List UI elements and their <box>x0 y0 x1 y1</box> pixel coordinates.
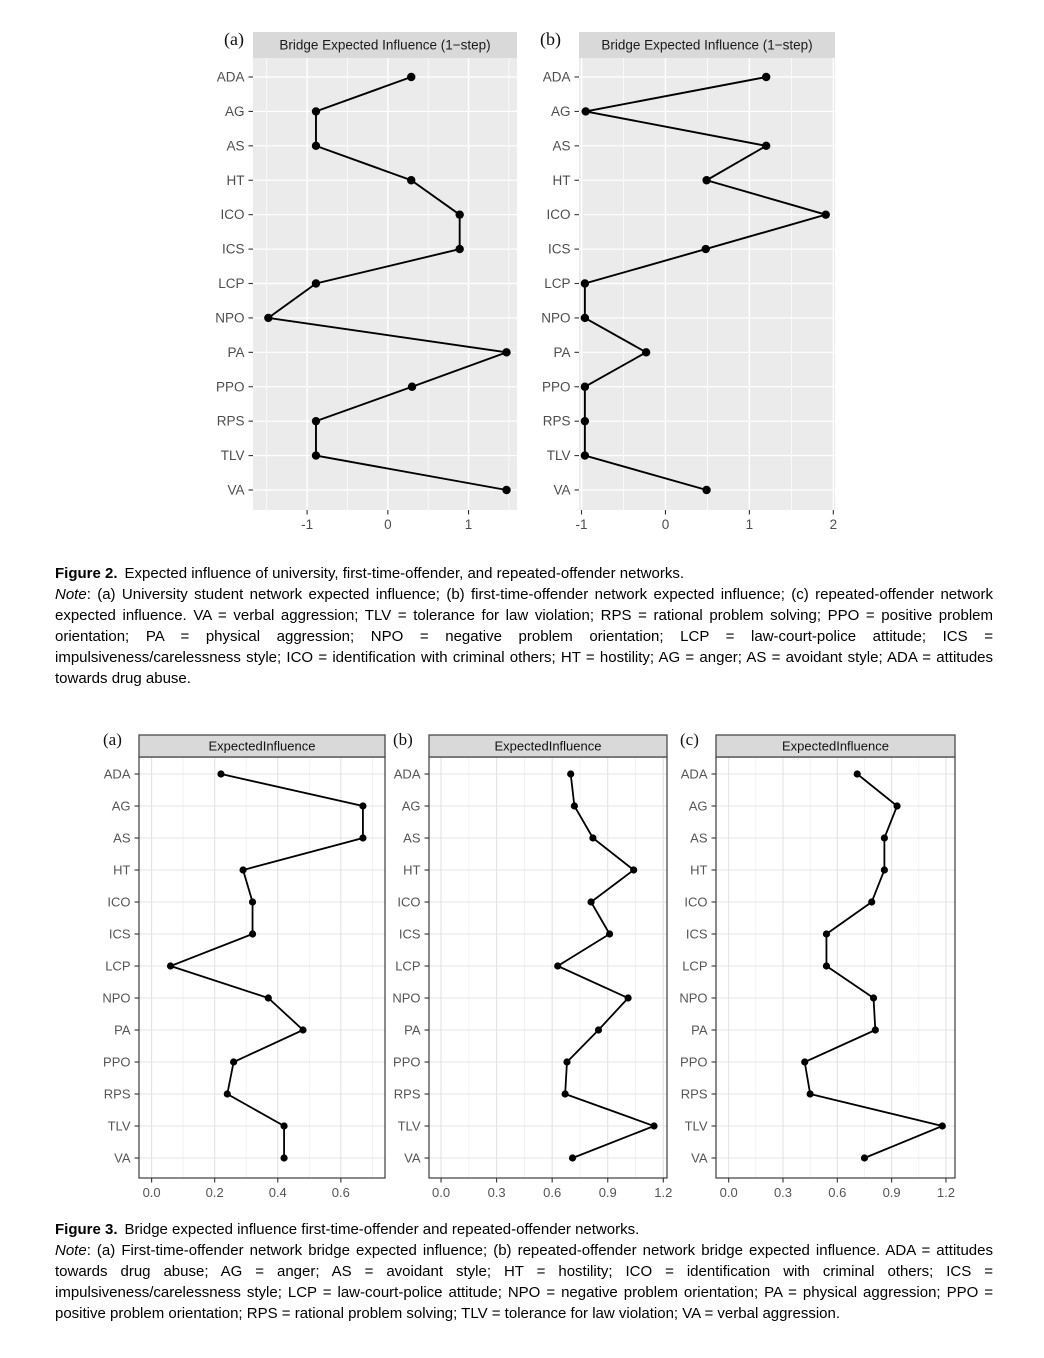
y-category-label-ICO: ICO <box>684 894 708 910</box>
x-tick-label--1: -1 <box>575 517 588 532</box>
y-category-label-AS: AS <box>690 830 708 846</box>
data-point-AS <box>589 834 596 841</box>
data-point-PPO <box>230 1058 237 1065</box>
fig2b-svg <box>530 25 860 550</box>
y-category-label-ADA: ADA <box>393 766 421 782</box>
y-category-label-RPS: RPS <box>103 1086 131 1102</box>
y-category-label-HT: HT <box>226 172 245 188</box>
y-category-label-LCP: LCP <box>395 958 421 974</box>
data-point-TLV <box>650 1122 657 1129</box>
y-category-label-HT: HT <box>403 862 421 878</box>
data-point-VA <box>702 486 710 494</box>
figure3-caption-note <box>55 1241 993 1325</box>
figure3-panel-b-letter: (b) <box>393 730 413 749</box>
y-category-label-VA: VA <box>114 1150 131 1166</box>
y-category-label-LCP: LCP <box>682 958 708 974</box>
x-tick-label-0.4: 0.4 <box>268 1185 287 1200</box>
y-category-label-TLV: TLV <box>397 1118 421 1134</box>
data-point-ADA <box>217 770 224 777</box>
y-category-label-ADA: ADA <box>542 69 571 85</box>
y-category-label-PPO: PPO <box>680 1054 708 1070</box>
x-tick-label-0.6: 0.6 <box>828 1185 847 1200</box>
figure3-panel-a-chart <box>90 730 398 1220</box>
y-category-label-ICS: ICS <box>221 241 245 257</box>
data-point-PA <box>299 1026 306 1033</box>
figure3-note-label: Note <box>55 1241 87 1259</box>
figure2-caption-note <box>55 585 993 690</box>
figure2-panel-a-letter: (a) <box>224 29 244 49</box>
x-tick-label-1.2: 1.2 <box>654 1185 673 1200</box>
figure2-note-body: : (a) University student network expected influence; (b) first-time-offender network expected influence; (c) repeated-offender network expected influence. VA = verbal aggression; TLV = tolerance for law violation; RPS = rational problem solving; PPO = positive problem orientation; PA = physical aggression; NPO = negative problem orientation; LCP = law-court-police attitude; ICS = impulsiveness/carelessness style; ICO = identification with criminal others; HT = hostility; AG = anger; AS = avoidant style; ADA = attitudes towards drug abuse. <box>55 585 993 687</box>
data-point-TLV <box>312 451 320 459</box>
data-point-RPS <box>581 417 589 425</box>
data-point-TLV <box>280 1122 287 1129</box>
y-category-label-PA: PA <box>553 344 571 360</box>
y-category-label-VA: VA <box>553 482 571 498</box>
data-point-TLV <box>581 451 589 459</box>
data-point-ICS <box>823 930 830 937</box>
y-category-label-LCP: LCP <box>218 276 245 291</box>
data-point-TLV <box>939 1122 946 1129</box>
data-point-NPO <box>265 994 272 1001</box>
figure3-panel-a-letter: (a) <box>103 730 122 749</box>
data-point-PPO <box>563 1058 570 1065</box>
data-point-ICO <box>822 210 830 218</box>
y-category-label-HT: HT <box>552 172 571 188</box>
y-category-label-AS: AS <box>226 138 245 154</box>
y-category-label-AG: AG <box>401 798 421 814</box>
y-category-label-RPS: RPS <box>542 413 571 429</box>
data-point-AS <box>762 142 770 150</box>
x-tick-label-0.9: 0.9 <box>882 1185 901 1200</box>
data-point-LCP <box>581 279 589 287</box>
data-point-PA <box>595 1026 602 1033</box>
data-point-AG <box>582 107 590 115</box>
y-category-label-PA: PA <box>114 1022 131 1038</box>
y-category-label-NPO: NPO <box>392 990 421 1006</box>
y-category-label-RPS: RPS <box>216 413 245 429</box>
data-point-AG <box>312 107 320 115</box>
data-point-PA <box>642 348 650 356</box>
x-tick-label-1: 1 <box>464 517 473 532</box>
figure3-panel-c-letter: (c) <box>680 730 699 749</box>
fig3c-svg <box>667 730 967 1215</box>
x-tick-label-0.6: 0.6 <box>543 1185 562 1200</box>
fig2a-svg <box>200 25 540 550</box>
y-category-label-ICO: ICO <box>397 894 421 910</box>
y-category-label-TLV: TLV <box>684 1118 708 1134</box>
y-category-label-NPO: NPO <box>541 310 571 326</box>
figure3-panel-c-chart <box>667 730 967 1220</box>
figure3-caption-label: Figure 3. <box>55 1221 118 1238</box>
data-point-NPO <box>625 994 632 1001</box>
y-category-label-ICO: ICO <box>546 207 571 223</box>
data-point-HT <box>702 176 710 184</box>
data-point-AG <box>571 802 578 809</box>
x-tick-label-0.6: 0.6 <box>331 1185 350 1200</box>
fig3a-svg <box>90 730 398 1215</box>
data-point-HT <box>630 866 637 873</box>
data-point-VA <box>569 1154 576 1161</box>
data-point-RPS <box>224 1090 231 1097</box>
fig3b-svg <box>380 730 678 1215</box>
data-point-RPS <box>807 1090 814 1097</box>
figure2-caption-label: Figure 2. <box>55 565 118 582</box>
y-category-label-VA: VA <box>404 1150 421 1166</box>
data-point-PA <box>502 348 510 356</box>
data-point-LCP <box>554 962 561 969</box>
figure2-caption <box>55 564 993 689</box>
y-category-label-PA: PA <box>227 344 245 360</box>
y-category-label-LCP: LCP <box>544 276 571 291</box>
data-point-ICO <box>587 898 594 905</box>
data-point-PPO <box>581 383 589 391</box>
x-tick-label--1: -1 <box>301 517 314 532</box>
data-point-NPO <box>264 314 272 322</box>
y-category-label-NPO: NPO <box>679 990 708 1006</box>
y-category-label-HT: HT <box>690 862 708 878</box>
data-point-AS <box>312 142 320 150</box>
data-point-AS <box>359 834 366 841</box>
data-point-RPS <box>312 417 320 425</box>
x-tick-label-0.0: 0.0 <box>142 1185 161 1200</box>
panel-strip-title: ExpectedInfluence <box>208 738 316 754</box>
x-tick-label-0: 0 <box>384 517 392 532</box>
x-tick-label-0.3: 0.3 <box>773 1185 793 1200</box>
y-category-label-ICS: ICS <box>108 926 131 942</box>
y-category-label-ADA: ADA <box>216 69 245 85</box>
data-point-HT <box>881 866 888 873</box>
y-category-label-ICO: ICO <box>220 207 245 223</box>
y-category-label-ICO: ICO <box>107 894 131 910</box>
y-category-label-PA: PA <box>404 1022 421 1038</box>
figure2-panel-b-letter: (b) <box>540 29 561 49</box>
panel-strip-title: Bridge Expected Influence (1−step) <box>601 37 813 53</box>
y-category-label-RPS: RPS <box>393 1086 421 1102</box>
y-category-label-NPO: NPO <box>102 990 131 1006</box>
y-category-label-AS: AS <box>113 830 131 846</box>
figure3-panel-b-chart <box>380 730 678 1220</box>
data-point-ADA <box>854 770 861 777</box>
data-point-ICO <box>249 898 256 905</box>
figure3-note-body: : (a) First-time-offender network bridge expected influence; (b) repeated-offender network bridge expected influence. ADA = attitudes towards drug abuse; AG = anger; AS = avoidant style; HT = hostility; ICO = identification with criminal others; ICS = impulsiveness/carelessness style; LCP = law-court-police attitude; NPO = negative problem orientation; PA = physical aggression; PPO = positive problem orientation; RPS = rational problem solving; TLV = tolerance for law violation; VA = verbal aggression. <box>55 1241 993 1322</box>
data-point-AG <box>893 802 900 809</box>
x-tick-label-0.3: 0.3 <box>487 1185 506 1200</box>
y-category-label-AG: AG <box>111 798 131 814</box>
x-tick-label-0.9: 0.9 <box>598 1185 617 1200</box>
figure2-panel-a-chart <box>200 25 540 555</box>
data-point-VA <box>280 1154 287 1161</box>
data-point-HT <box>239 866 246 873</box>
x-tick-label-0: 0 <box>661 517 670 532</box>
y-category-label-TLV: TLV <box>107 1118 131 1134</box>
data-point-ICO <box>868 898 875 905</box>
data-point-HT <box>407 176 415 184</box>
y-category-label-PPO: PPO <box>103 1054 131 1070</box>
y-category-label-AG: AG <box>550 103 571 119</box>
data-point-LCP <box>312 279 320 287</box>
data-point-PPO <box>801 1058 808 1065</box>
y-category-label-ICS: ICS <box>685 926 708 942</box>
figure3-caption-title <box>55 1220 993 1241</box>
data-point-LCP <box>823 962 830 969</box>
data-point-ICO <box>455 210 463 218</box>
y-category-label-LCP: LCP <box>105 958 131 974</box>
y-category-label-VA: VA <box>227 482 245 498</box>
data-point-RPS <box>562 1090 569 1097</box>
figure3-caption-text: Bridge expected influence first-time-offender and repeated-offender networks. <box>124 1221 640 1238</box>
y-category-label-ICS: ICS <box>398 926 421 942</box>
panel-strip-title: ExpectedInfluence <box>782 738 889 754</box>
y-category-label-ADA: ADA <box>103 766 131 782</box>
x-tick-label-1.2: 1.2 <box>936 1185 955 1200</box>
y-category-label-TLV: TLV <box>546 448 571 464</box>
data-point-NPO <box>581 314 589 322</box>
figure2-note-label: Note <box>55 585 87 603</box>
data-point-VA <box>861 1154 868 1161</box>
y-category-label-AS: AS <box>552 138 571 154</box>
y-category-label-RPS: RPS <box>680 1086 708 1102</box>
data-point-VA <box>502 486 510 494</box>
x-tick-label-2: 2 <box>829 517 838 532</box>
y-category-label-AG: AG <box>688 798 708 814</box>
y-category-label-PPO: PPO <box>541 379 571 395</box>
figure2-panel-b-chart <box>530 25 860 555</box>
y-category-label-PPO: PPO <box>393 1054 421 1070</box>
data-point-ADA <box>567 770 574 777</box>
data-point-LCP <box>167 962 174 969</box>
y-category-label-AG: AG <box>224 103 245 119</box>
y-category-label-ICS: ICS <box>547 241 571 257</box>
y-category-label-PA: PA <box>691 1022 708 1038</box>
y-category-label-TLV: TLV <box>220 448 245 464</box>
y-category-label-AS: AS <box>403 830 421 846</box>
y-category-label-VA: VA <box>691 1150 708 1166</box>
data-point-ICS <box>702 245 710 253</box>
plot-area <box>429 757 667 1178</box>
data-point-PPO <box>408 383 416 391</box>
data-point-PA <box>872 1026 879 1033</box>
y-category-label-ADA: ADA <box>680 766 708 782</box>
y-category-label-PPO: PPO <box>215 379 245 395</box>
data-point-ICS <box>455 245 463 253</box>
x-tick-label-0.2: 0.2 <box>205 1185 224 1200</box>
data-point-ICS <box>249 930 256 937</box>
data-point-ADA <box>762 73 770 81</box>
figure3-caption <box>55 1220 993 1325</box>
figure2-caption-title <box>55 564 993 585</box>
x-tick-label-0.0: 0.0 <box>719 1185 738 1200</box>
y-category-label-HT: HT <box>113 862 131 878</box>
data-point-ICS <box>606 930 613 937</box>
x-tick-label-1: 1 <box>745 517 754 532</box>
panel-strip-title: Bridge Expected Influence (1−step) <box>279 37 491 53</box>
figure2-caption-text: Expected influence of university, first-time-offender, and repeated-offender networks. <box>124 565 684 582</box>
data-point-ADA <box>407 73 415 81</box>
data-point-AG <box>359 802 366 809</box>
x-tick-label-0.0: 0.0 <box>431 1185 451 1200</box>
y-category-label-NPO: NPO <box>215 310 245 326</box>
data-point-NPO <box>870 994 877 1001</box>
data-point-AS <box>881 834 888 841</box>
panel-strip-title: ExpectedInfluence <box>494 738 602 754</box>
